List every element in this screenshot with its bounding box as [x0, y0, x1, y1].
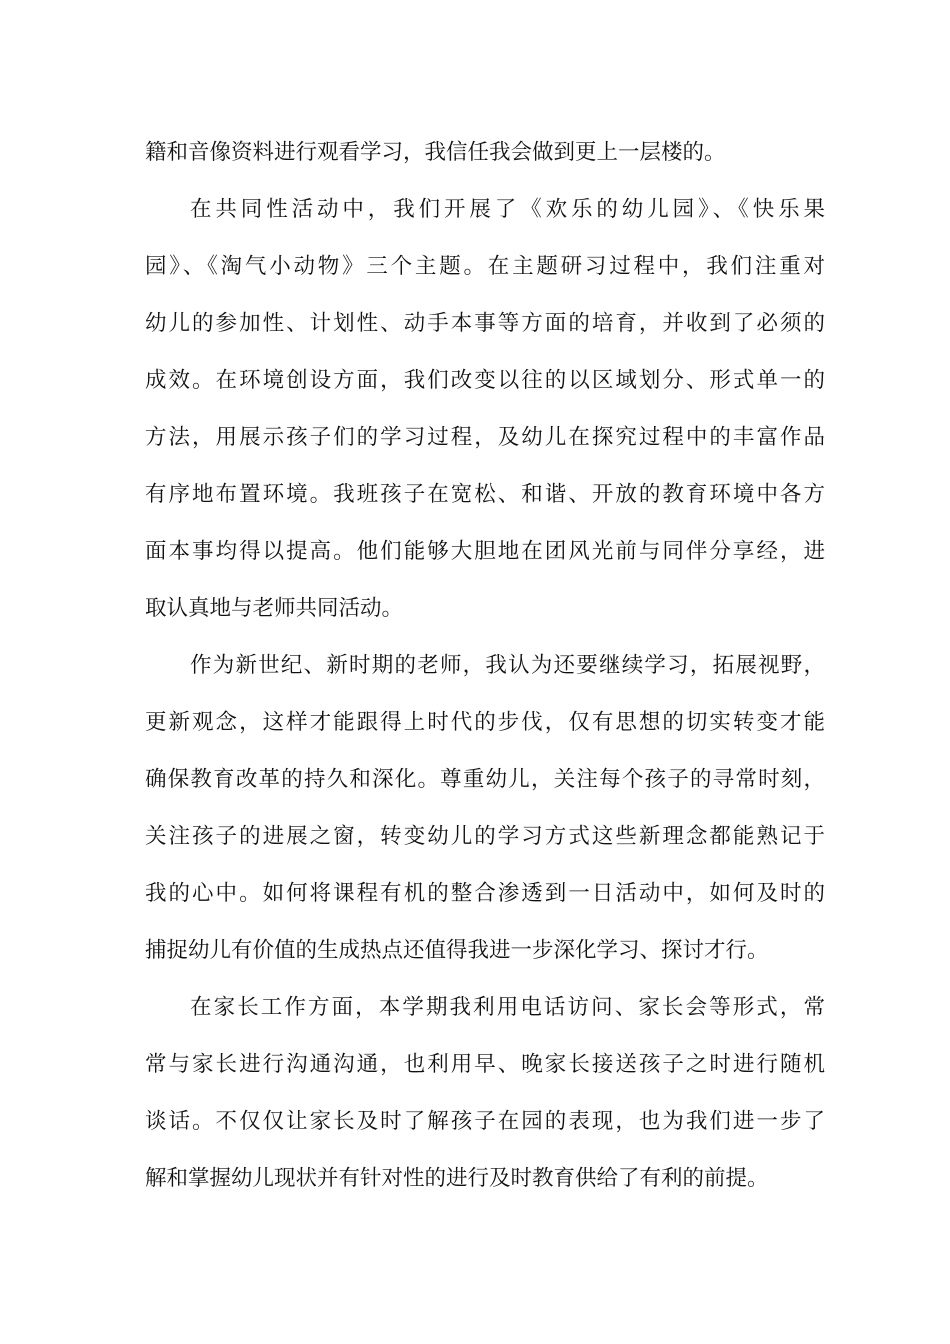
text-line: 方法，用展示孩子们的学习过程，及幼儿在探究过程中的丰富作品	[145, 425, 825, 450]
text-line: 常与家长进行沟通沟通，也利用早、晚家长接送孩子之时进行随机	[145, 1052, 825, 1077]
paragraph-first-line: 在家长工作方面，本学期我利用电话访问、家长会等形式，常	[190, 995, 825, 1020]
text-line: 籍和音像资料进行观看学习，我信任我会做到更上一层楼的。	[145, 140, 726, 165]
text-line: 谈话。不仅仅让家长及时了解孩子在园的表现，也为我们进一步了	[145, 1109, 825, 1134]
text-line: 幼儿的参加性、计划性、动手本事等方面的培育，并收到了必须的	[145, 311, 825, 336]
text-line: 成效。在环境创设方面，我们改变以往的以区域划分、形式单一的	[145, 368, 825, 393]
text-line: 面本事均得以提高。他们能够大胆地在团风光前与同伴分享经，进	[145, 539, 825, 564]
text-line: 取认真地与老师共同活动。	[145, 596, 404, 621]
text-line: 捕捉幼儿有价值的生成热点还值得我进一步深化学习、探讨才行。	[145, 938, 769, 963]
text-line: 园》、《淘气小动物》三个主题。在主题研习过程中，我们注重对	[145, 254, 825, 279]
text-line: 我的心中。如何将课程有机的整合渗透到一日活动中，如何及时的	[145, 881, 825, 906]
paragraph-first-line: 在共同性活动中，我们开展了《欢乐的幼儿园》、《快乐果	[190, 197, 825, 222]
text-line: 更新观念，这样才能跟得上时代的步伐，仅有思想的切实转变才能	[145, 710, 825, 735]
paragraph-first-line: 作为新世纪、新时期的老师，我认为还要继续学习，拓展视野，	[190, 653, 825, 678]
text-line: 确保教育改革的持久和深化。尊重幼儿，关注每个孩子的寻常时刻，	[145, 767, 825, 792]
text-line: 有序地布置环境。我班孩子在宽松、和谐、开放的教育环境中各方	[145, 482, 825, 507]
text-line: 关注孩子的进展之窗，转变幼儿的学习方式这些新理念都能熟记于	[145, 824, 825, 849]
text-line: 解和掌握幼儿现状并有针对性的进行及时教育供给了有利的前提。	[145, 1166, 769, 1191]
